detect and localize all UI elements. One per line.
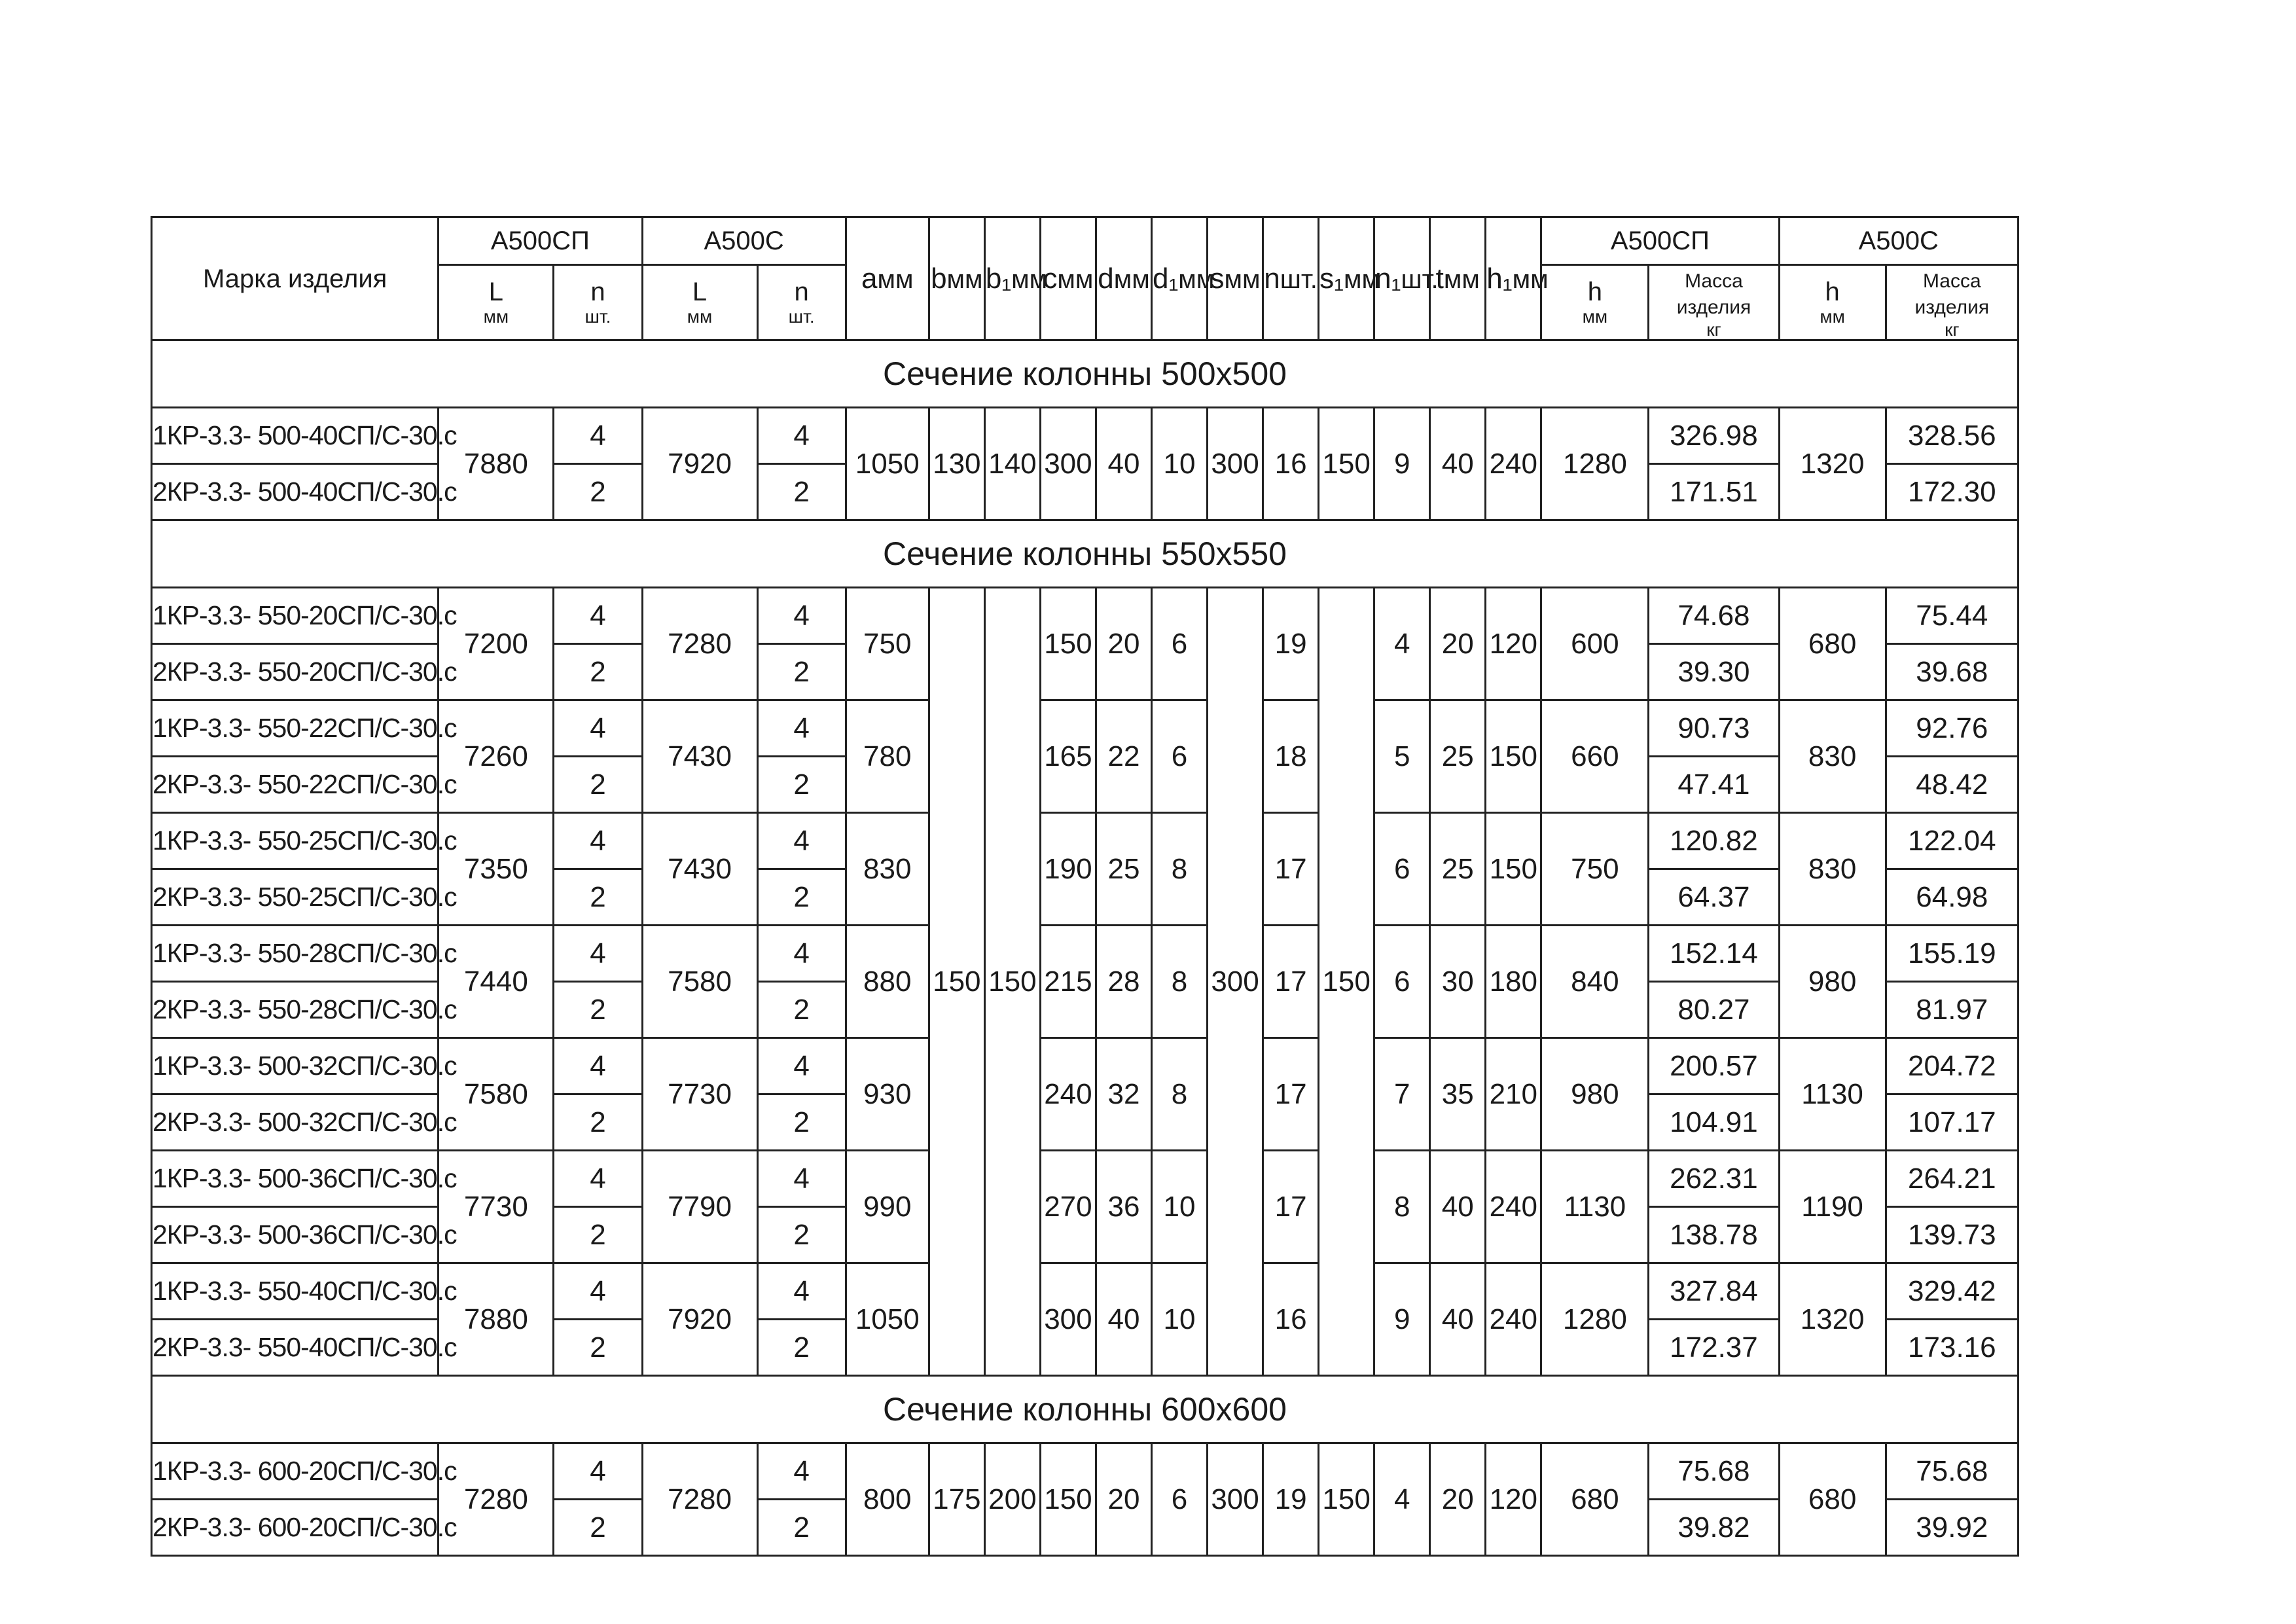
mass-sp-cell: 75.68 — [1649, 1443, 1779, 1500]
n-sp-cell: 4 — [554, 926, 642, 982]
col-h-sp-header: h мм — [1541, 265, 1649, 340]
col-n-header: nшт. — [1263, 217, 1319, 340]
a-cell: 750 — [846, 588, 929, 700]
n-sp-cell: 2 — [554, 1094, 642, 1151]
col-h1-header: h₁мм — [1486, 217, 1541, 340]
col-L-sp-header: L мм — [439, 265, 554, 340]
h-sp-cell: 840 — [1541, 926, 1649, 1038]
n-c-cell: 4 — [757, 1038, 846, 1094]
L-sp-cell: 7730 — [439, 1151, 554, 1263]
group-header-a500c: A500С — [642, 217, 846, 265]
mass-c-cell: 122.04 — [1886, 813, 2018, 869]
product-mark-cell: 1КР-3.3- 500-36СП/С-30.с — [152, 1151, 439, 1207]
mass-c-cell: 172.30 — [1886, 464, 2018, 520]
n-sp-cell: 4 — [554, 588, 642, 644]
h-c-cell: 1130 — [1779, 1038, 1886, 1151]
c-cell: 300 — [1040, 1263, 1096, 1376]
h1-cell: 120 — [1486, 1443, 1541, 1556]
group-header-a500sp: A500СП — [439, 217, 642, 265]
c-cell: 270 — [1040, 1151, 1096, 1263]
a-cell: 800 — [846, 1443, 929, 1556]
mass-c-cell: 39.92 — [1886, 1500, 2018, 1556]
mass-c-cell: 64.98 — [1886, 869, 2018, 926]
d-cell: 20 — [1096, 588, 1151, 700]
L-sp-cell: 7260 — [439, 700, 554, 813]
s-cell: 300 — [1208, 588, 1263, 1376]
n-c-cell: 2 — [757, 1500, 846, 1556]
header-row-1 — [152, 217, 2018, 265]
t-cell: 20 — [1430, 1443, 1486, 1556]
col-d1-header: d₁мм — [1151, 217, 1207, 340]
L-c-cell: 7790 — [642, 1151, 757, 1263]
h-sp-cell: 980 — [1541, 1038, 1649, 1151]
n1-cell: 9 — [1374, 408, 1430, 520]
col-mass-sp-header: Масса изделия кг — [1649, 265, 1779, 340]
n-sp-cell: 4 — [554, 700, 642, 757]
n-cell: 19 — [1263, 1443, 1319, 1556]
mass-sp-cell: 120.82 — [1649, 813, 1779, 869]
n1-cell: 9 — [1374, 1263, 1430, 1376]
c-cell: 150 — [1040, 1443, 1096, 1556]
mass-c-cell: 39.68 — [1886, 644, 2018, 700]
n-c-cell: 2 — [757, 644, 846, 700]
n1-cell: 8 — [1374, 1151, 1430, 1263]
d-cell: 28 — [1096, 926, 1151, 1038]
mass-c-cell: 107.17 — [1886, 1094, 2018, 1151]
L-sp-cell: 7440 — [439, 926, 554, 1038]
col-d-header: dмм — [1096, 217, 1151, 340]
mass-sp-cell: 262.31 — [1649, 1151, 1779, 1207]
h-sp-cell: 680 — [1541, 1443, 1649, 1556]
mass-c-cell: 48.42 — [1886, 757, 2018, 813]
section-title: Сечение колонны 550х550 — [152, 520, 2018, 588]
h1-cell: 210 — [1486, 1038, 1541, 1151]
section-title: Сечение колонны 500х500 — [152, 340, 2018, 408]
mass-sp-cell: 90.73 — [1649, 700, 1779, 757]
t-cell: 20 — [1430, 588, 1486, 700]
mass-sp-cell: 39.30 — [1649, 644, 1779, 700]
product-mark-cell: 2КР-3.3- 550-28СП/С-30.с — [152, 982, 439, 1038]
n-c-cell: 4 — [757, 813, 846, 869]
L-c-cell: 7430 — [642, 700, 757, 813]
product-mark-cell: 1КР-3.3- 550-28СП/С-30.с — [152, 926, 439, 982]
h-sp-cell: 600 — [1541, 588, 1649, 700]
c-cell: 165 — [1040, 700, 1096, 813]
mass-sp-cell: 47.41 — [1649, 757, 1779, 813]
table-row — [152, 588, 2018, 644]
group-header-a500sp-mass: A500СП — [1541, 217, 1779, 265]
h-sp-cell: 750 — [1541, 813, 1649, 926]
table-row — [152, 813, 2018, 869]
h1-cell: 120 — [1486, 588, 1541, 700]
d-cell: 25 — [1096, 813, 1151, 926]
c-cell: 190 — [1040, 813, 1096, 926]
h-c-cell: 830 — [1779, 813, 1886, 926]
n-cell: 17 — [1263, 926, 1319, 1038]
mass-c-cell: 75.68 — [1886, 1443, 2018, 1500]
col-t-header: tмм — [1430, 217, 1486, 340]
col-mass-c-header: Масса изделия кг — [1886, 265, 2018, 340]
h-c-cell: 680 — [1779, 588, 1886, 700]
n-c-cell: 4 — [757, 408, 846, 464]
mass-c-cell: 329.42 — [1886, 1263, 2018, 1320]
n1-cell: 5 — [1374, 700, 1430, 813]
n-cell: 16 — [1263, 1263, 1319, 1376]
product-mark-cell: 2КР-3.3- 550-20СП/С-30.с — [152, 644, 439, 700]
product-mark-cell: 2КР-3.3- 500-36СП/С-30.с — [152, 1207, 439, 1263]
t-cell: 40 — [1430, 1151, 1486, 1263]
col-c-header: cмм — [1040, 217, 1096, 340]
n-cell: 17 — [1263, 1038, 1319, 1151]
n-sp-cell: 4 — [554, 1038, 642, 1094]
L-sp-cell: 7200 — [439, 588, 554, 700]
product-mark-cell: 1КР-3.3- 550-40СП/С-30.с — [152, 1263, 439, 1320]
n-cell: 17 — [1263, 813, 1319, 926]
table-row — [152, 1263, 2018, 1320]
mass-sp-cell: 172.37 — [1649, 1320, 1779, 1376]
n-c-cell: 4 — [757, 1263, 846, 1320]
h-sp-cell: 1130 — [1541, 1151, 1649, 1263]
n-sp-cell: 2 — [554, 644, 642, 700]
product-mark-cell: 2КР-3.3- 550-40СП/С-30.с — [152, 1320, 439, 1376]
t-cell: 25 — [1430, 700, 1486, 813]
col-s-header: sмм — [1208, 217, 1263, 340]
t-cell: 40 — [1430, 408, 1486, 520]
a-cell: 780 — [846, 700, 929, 813]
L-c-cell: 7280 — [642, 588, 757, 700]
mass-sp-cell: 138.78 — [1649, 1207, 1779, 1263]
t-cell: 30 — [1430, 926, 1486, 1038]
mass-c-cell: 328.56 — [1886, 408, 2018, 464]
L-c-cell: 7430 — [642, 813, 757, 926]
mass-sp-cell: 74.68 — [1649, 588, 1779, 644]
s-cell: 300 — [1208, 408, 1263, 520]
d1-cell: 10 — [1151, 1151, 1207, 1263]
n-sp-cell: 2 — [554, 757, 642, 813]
product-mark-cell: 1КР-3.3- 500-32СП/С-30.с — [152, 1038, 439, 1094]
n-sp-cell: 2 — [554, 1500, 642, 1556]
b1-cell: 200 — [984, 1443, 1040, 1556]
L-sp-cell: 7880 — [439, 1263, 554, 1376]
mass-c-cell: 81.97 — [1886, 982, 2018, 1038]
a-cell: 1050 — [846, 408, 929, 520]
c-cell: 300 — [1040, 408, 1096, 520]
product-mark-cell: 2КР-3.3- 500-40СП/С-30.с — [152, 464, 439, 520]
n-sp-cell: 2 — [554, 1207, 642, 1263]
d-cell: 40 — [1096, 408, 1151, 520]
mass-c-cell: 173.16 — [1886, 1320, 2018, 1376]
table-row — [152, 926, 2018, 982]
L-c-cell: 7280 — [642, 1443, 757, 1556]
a-cell: 1050 — [846, 1263, 929, 1376]
mass-c-cell: 264.21 — [1886, 1151, 2018, 1207]
n-c-cell: 4 — [757, 588, 846, 644]
mass-c-cell: 139.73 — [1886, 1207, 2018, 1263]
n1-cell: 7 — [1374, 1038, 1430, 1151]
n-cell: 18 — [1263, 700, 1319, 813]
d-cell: 22 — [1096, 700, 1151, 813]
b-cell: 150 — [929, 588, 984, 1376]
product-mark-cell: 2КР-3.3- 550-22СП/С-30.с — [152, 757, 439, 813]
n-c-cell: 4 — [757, 1151, 846, 1207]
h1-cell: 150 — [1486, 700, 1541, 813]
product-mark-cell: 1КР-3.3- 600-20СП/С-30.с — [152, 1443, 439, 1500]
L-c-cell: 7920 — [642, 408, 757, 520]
col-a-header: aмм — [846, 217, 929, 340]
col-b1-header: b₁мм — [984, 217, 1040, 340]
n-sp-cell: 2 — [554, 869, 642, 926]
b-cell: 130 — [929, 408, 984, 520]
c-cell: 240 — [1040, 1038, 1096, 1151]
b-cell: 175 — [929, 1443, 984, 1556]
n-c-cell: 4 — [757, 700, 846, 757]
n-c-cell: 2 — [757, 869, 846, 926]
c-cell: 150 — [1040, 588, 1096, 700]
product-mark-cell: 1КР-3.3- 550-20СП/С-30.с — [152, 588, 439, 644]
d1-cell: 6 — [1151, 588, 1207, 700]
b1-cell: 140 — [984, 408, 1040, 520]
n-c-cell: 4 — [757, 926, 846, 982]
h1-cell: 240 — [1486, 1263, 1541, 1376]
h1-cell: 180 — [1486, 926, 1541, 1038]
product-mark-cell: 1КР-3.3- 500-40СП/С-30.с — [152, 408, 439, 464]
L-sp-cell: 7280 — [439, 1443, 554, 1556]
s1-cell: 150 — [1319, 408, 1374, 520]
n-sp-cell: 2 — [554, 982, 642, 1038]
d1-cell: 10 — [1151, 1263, 1207, 1376]
n-c-cell: 4 — [757, 1443, 846, 1500]
table-body — [152, 340, 2018, 1556]
h-sp-cell: 1280 — [1541, 1263, 1649, 1376]
d1-cell: 6 — [1151, 1443, 1207, 1556]
mass-sp-cell: 39.82 — [1649, 1500, 1779, 1556]
table-row — [152, 1038, 2018, 1094]
product-mark-cell: 2КР-3.3- 500-32СП/С-30.с — [152, 1094, 439, 1151]
col-n1-header: n₁шт. — [1374, 217, 1430, 340]
h-c-cell: 830 — [1779, 700, 1886, 813]
c-cell: 215 — [1040, 926, 1096, 1038]
L-sp-cell: 7580 — [439, 1038, 554, 1151]
table-row — [152, 1151, 2018, 1207]
h-c-cell: 980 — [1779, 926, 1886, 1038]
group-header-a500c-mass: A500С — [1779, 217, 2018, 265]
L-sp-cell: 7880 — [439, 408, 554, 520]
b1-cell: 150 — [984, 588, 1040, 1376]
n-c-cell: 2 — [757, 1207, 846, 1263]
n1-cell: 4 — [1374, 588, 1430, 700]
n-cell: 19 — [1263, 588, 1319, 700]
table-row — [152, 408, 2018, 464]
h-sp-cell: 1280 — [1541, 408, 1649, 520]
section-title: Сечение колонны 600х600 — [152, 1376, 2018, 1443]
table-row — [152, 1443, 2018, 1500]
mass-c-cell: 204.72 — [1886, 1038, 2018, 1094]
n-sp-cell: 4 — [554, 1151, 642, 1207]
h1-cell: 240 — [1486, 1151, 1541, 1263]
h-c-cell: 680 — [1779, 1443, 1886, 1556]
L-c-cell: 7730 — [642, 1038, 757, 1151]
n1-cell: 6 — [1374, 813, 1430, 926]
n-c-cell: 2 — [757, 1320, 846, 1376]
h-c-cell: 1320 — [1779, 1263, 1886, 1376]
d1-cell: 8 — [1151, 926, 1207, 1038]
h-c-cell: 1190 — [1779, 1151, 1886, 1263]
h-sp-cell: 660 — [1541, 700, 1649, 813]
product-mark-cell: 1КР-3.3- 550-25СП/С-30.с — [152, 813, 439, 869]
n-sp-cell: 4 — [554, 1443, 642, 1500]
mass-sp-cell: 152.14 — [1649, 926, 1779, 982]
s1-cell: 150 — [1319, 1443, 1374, 1556]
d1-cell: 10 — [1151, 408, 1207, 520]
a-cell: 990 — [846, 1151, 929, 1263]
h1-cell: 240 — [1486, 408, 1541, 520]
s1-cell: 150 — [1319, 588, 1374, 1376]
col-b-header: bмм — [929, 217, 984, 340]
n-cell: 16 — [1263, 408, 1319, 520]
n-sp-cell: 2 — [554, 1320, 642, 1376]
mass-sp-cell: 326.98 — [1649, 408, 1779, 464]
d-cell: 36 — [1096, 1151, 1151, 1263]
mass-sp-cell: 327.84 — [1649, 1263, 1779, 1320]
mass-sp-cell: 171.51 — [1649, 464, 1779, 520]
a-cell: 930 — [846, 1038, 929, 1151]
n-sp-cell: 4 — [554, 813, 642, 869]
n-cell: 17 — [1263, 1151, 1319, 1263]
col-n-c-header: n шт. — [757, 265, 846, 340]
product-mark-cell: 2КР-3.3- 550-25СП/С-30.с — [152, 869, 439, 926]
d-cell: 20 — [1096, 1443, 1151, 1556]
section-header-row — [152, 520, 2018, 588]
n-c-cell: 2 — [757, 1094, 846, 1151]
s-cell: 300 — [1208, 1443, 1263, 1556]
n-c-cell: 2 — [757, 757, 846, 813]
d-cell: 32 — [1096, 1038, 1151, 1151]
mass-sp-cell: 64.37 — [1649, 869, 1779, 926]
L-c-cell: 7920 — [642, 1263, 757, 1376]
product-mark-cell: 2КР-3.3- 600-20СП/С-30.с — [152, 1500, 439, 1556]
col-mark-header: Марка изделия — [152, 217, 439, 340]
mass-c-cell: 92.76 — [1886, 700, 2018, 757]
n-sp-cell: 4 — [554, 1263, 642, 1320]
L-c-cell: 7580 — [642, 926, 757, 1038]
d-cell: 40 — [1096, 1263, 1151, 1376]
n1-cell: 4 — [1374, 1443, 1430, 1556]
rebar-cage-spec-table — [151, 216, 2019, 1557]
t-cell: 35 — [1430, 1038, 1486, 1151]
col-h-c-header: h мм — [1779, 265, 1886, 340]
mass-sp-cell: 200.57 — [1649, 1038, 1779, 1094]
mass-c-cell: 75.44 — [1886, 588, 2018, 644]
col-n-sp-header: n шт. — [554, 265, 642, 340]
t-cell: 40 — [1430, 1263, 1486, 1376]
h1-cell: 150 — [1486, 813, 1541, 926]
n-c-cell: 2 — [757, 464, 846, 520]
col-s1-header: s₁мм — [1319, 217, 1374, 340]
d1-cell: 6 — [1151, 700, 1207, 813]
d1-cell: 8 — [1151, 1038, 1207, 1151]
d1-cell: 8 — [1151, 813, 1207, 926]
h-c-cell: 1320 — [1779, 408, 1886, 520]
n-sp-cell: 2 — [554, 464, 642, 520]
n1-cell: 6 — [1374, 926, 1430, 1038]
a-cell: 880 — [846, 926, 929, 1038]
mass-sp-cell: 104.91 — [1649, 1094, 1779, 1151]
mass-c-cell: 155.19 — [1886, 926, 2018, 982]
mass-sp-cell: 80.27 — [1649, 982, 1779, 1038]
table-row — [152, 700, 2018, 757]
t-cell: 25 — [1430, 813, 1486, 926]
a-cell: 830 — [846, 813, 929, 926]
n-c-cell: 2 — [757, 982, 846, 1038]
product-mark-cell: 1КР-3.3- 550-22СП/С-30.с — [152, 700, 439, 757]
n-sp-cell: 4 — [554, 408, 642, 464]
L-sp-cell: 7350 — [439, 813, 554, 926]
col-L-c-header: L мм — [642, 265, 757, 340]
section-header-row — [152, 1376, 2018, 1443]
section-header-row — [152, 340, 2018, 408]
